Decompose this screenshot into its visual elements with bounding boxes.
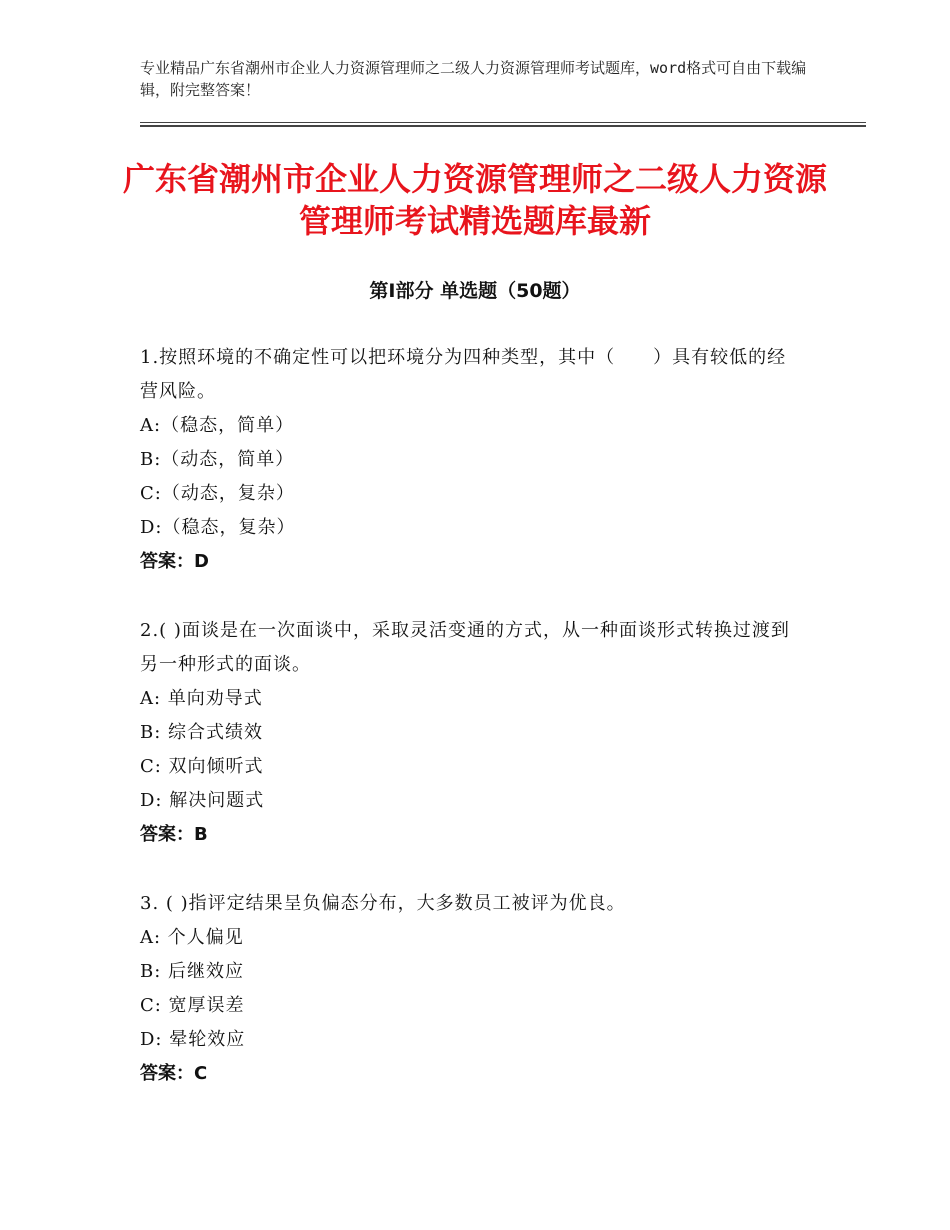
answer: 答案：D	[140, 551, 209, 572]
option-c: C: 宽厚误差	[140, 995, 245, 1016]
answer: 答案：B	[140, 824, 208, 845]
header-note: 专业精品广东省潮州市企业人力资源管理师之二级人力资源管理师考试题库，word格式可自由下载编辑，附完整答案！	[140, 59, 807, 99]
answer: 答案：C	[140, 1063, 208, 1084]
option-b: B: 综合式绩效	[140, 722, 264, 743]
option-c: C:（动态，复杂）	[140, 483, 295, 504]
option-b: B: 后继效应	[140, 961, 245, 982]
option-c: C: 双向倾听式	[140, 756, 264, 777]
option-d: D:（稳态，复杂）	[140, 517, 296, 538]
option-a: A:（稳态，简单）	[140, 415, 295, 436]
option-d: D: 解决问题式	[140, 790, 265, 811]
question-3	[140, 887, 805, 1091]
document-title: 广东省潮州市企业人力资源管理师之二级人力资源管理师考试精选题库最新	[122, 160, 827, 240]
section-heading: 第Ⅰ部分 单选题（50题）	[369, 280, 581, 302]
option-a: A: 单向劝导式	[140, 688, 263, 709]
question-stem: 1.按照环境的不确定性可以把环境分为四种类型，其中（ ）具有较低的经营风险。	[140, 347, 787, 402]
header-divider-thick	[140, 125, 866, 127]
option-a: A: 个人偏见	[140, 927, 244, 948]
question-2	[140, 614, 805, 852]
header-divider	[140, 122, 866, 123]
question-1	[140, 341, 805, 579]
option-b: B:（动态，简单）	[140, 449, 295, 470]
question-stem: 2.( )面谈是在一次面谈中，采取灵活变通的方式，从一种面谈形式转换过渡到另一种形式的面谈。	[140, 620, 790, 675]
option-d: D: 晕轮效应	[140, 1029, 246, 1050]
question-stem: 3. ( )指评定结果呈负偏态分布，大多数员工被评为优良。	[140, 893, 626, 914]
